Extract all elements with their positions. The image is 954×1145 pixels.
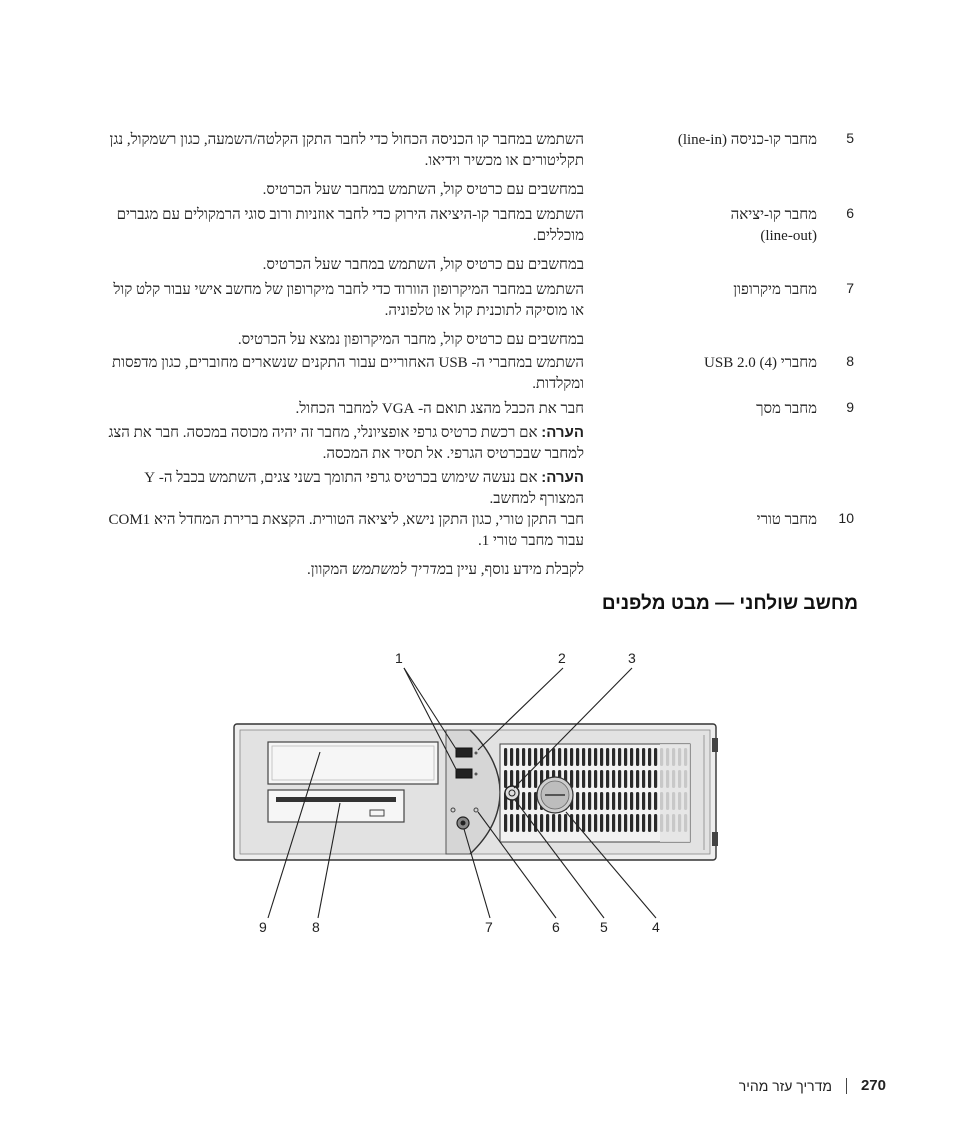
callout-8: 8: [312, 919, 320, 935]
usb-port: [456, 769, 472, 778]
grille-slot: [630, 814, 633, 832]
callout-1: 1: [395, 650, 403, 666]
grille-slot: [648, 770, 651, 788]
description-text: במחשבים עם כרטיס קול, מחבר המיקרופון נמצא על הכרטיס.: [237, 332, 584, 348]
grille-slot: [630, 748, 633, 766]
grille-slot: [570, 748, 573, 766]
row-number: 7: [846, 280, 854, 296]
grille-slot: [534, 748, 537, 766]
more-info: [99, 560, 584, 581]
grille-slot: [540, 748, 543, 766]
grille-slot: [588, 748, 591, 766]
description-text: חבר את הכבל מהצג תואם ה- VGA למחבר הכחול.: [295, 401, 584, 417]
floppy-drive: [268, 790, 404, 822]
connector-description: [99, 205, 584, 284]
grille-slot: [510, 748, 513, 766]
grille-slot: [612, 814, 615, 832]
grille-slot: [648, 748, 651, 766]
note-text: אם רכשת כרטיס גרפי אופציונלי, מחבר זה יהיה מכוסה במכסה. חבר את הצג למחבר שבכרטיס הגרפי. אל תסיר את המכסה.: [108, 425, 584, 462]
grille-slot: [516, 814, 519, 832]
section-title: מחשב שולחני — מבט מלפנים: [601, 593, 858, 614]
grille-slot: [636, 792, 639, 810]
grille-slot: [504, 748, 507, 766]
grille-slot: [612, 748, 615, 766]
grille-slot: [654, 814, 657, 832]
grille-slot: [558, 814, 561, 832]
description-text: חבר התקן טורי, כגון התקן נישא, ליציאה הטורית. הקצאת ברירת המחדל היא COM1 עבור מחבר טורי 1.: [108, 512, 584, 549]
grille-slot: [606, 814, 609, 832]
activity-light: [505, 786, 519, 800]
grille-slot: [624, 770, 627, 788]
guide-title: מדריך עזר מהיר: [738, 1077, 832, 1094]
description-text: השתמש במחבר קו-היציאה הירוק כדי לחבר אוזניות ורוב סוגי הרמקולים עם מגברים מוכללים.: [116, 207, 584, 244]
note-label: הערה:: [541, 469, 584, 486]
row-number: 10: [838, 510, 854, 526]
more-info-text: המקוון.: [307, 562, 352, 578]
page-footer: [739, 1077, 886, 1094]
user-guide-title: מדריך למשתמש: [351, 562, 446, 578]
connector-description: [99, 353, 584, 403]
grille-slot: [564, 748, 567, 766]
grille-slot: [582, 770, 585, 788]
callout-5: 5: [600, 919, 608, 935]
note-text: אם נעשה שימוש בכרטיס גרפי התומך בשני צגים, השתמש בכבל ה- Y המצורף למחשב.: [144, 470, 584, 507]
note-label: הערה:: [541, 424, 584, 441]
grille-slot: [648, 792, 651, 810]
page-number: 270: [860, 1077, 886, 1094]
grille-slot: [510, 814, 513, 832]
connector-description: [99, 130, 584, 209]
row-number: 9: [846, 399, 854, 415]
connector-name: [717, 205, 817, 247]
grille-slot: [582, 748, 585, 766]
grille-slot: [540, 814, 543, 832]
callout-9: 9: [259, 919, 267, 935]
usb-port: [456, 748, 472, 757]
description-text: השתמש במחבר המיקרופון הוורוד כדי לחבר מיקרופון של מחשב אישי עבור קלט קול או מוסיקה לתוכנית קול או טלפוניה.: [113, 282, 584, 319]
grille-slot: [606, 792, 609, 810]
grille-slot: [600, 792, 603, 810]
grille-slot: [600, 770, 603, 788]
note: [99, 422, 584, 465]
grille-slot: [600, 748, 603, 766]
note: [99, 467, 584, 510]
grille-slot: [576, 748, 579, 766]
grille-slot: [630, 792, 633, 810]
grille-slot: [576, 814, 579, 832]
description-text: השתמש במחברי ה- USB האחוריים עבור התקנים שנשארים מחוברים, כגון מדפסות ומקלדות.: [111, 355, 584, 392]
grille-slot: [564, 814, 567, 832]
grille-slot: [636, 770, 639, 788]
grille-slot: [576, 792, 579, 810]
grille-slot: [522, 814, 525, 832]
grille-slot: [594, 814, 597, 832]
connector-description: [99, 280, 584, 359]
callout-2: 2: [558, 650, 566, 666]
grille-slot: [654, 748, 657, 766]
grille-slot: [588, 792, 591, 810]
front-vent-grille: [500, 744, 690, 842]
grille-slot: [624, 748, 627, 766]
grille-slot: [606, 770, 609, 788]
optical-drive: [268, 742, 438, 784]
grille-slot: [552, 748, 555, 766]
connector-name-text: מחבר קו-יציאה (line-out): [730, 207, 817, 244]
connector-name: מחבר טורי: [756, 512, 817, 528]
grille-slot: [642, 748, 645, 766]
grille-slot: [612, 770, 615, 788]
grille-slot: [504, 770, 507, 788]
grille-slot: [642, 792, 645, 810]
grille-slot: [594, 770, 597, 788]
callout-4: 4: [652, 919, 660, 935]
grille-slot: [582, 792, 585, 810]
grille-slot: [546, 748, 549, 766]
grille-slot: [582, 814, 585, 832]
row-number: 8: [846, 353, 854, 369]
grille-slot: [576, 770, 579, 788]
grille-slot: [588, 814, 591, 832]
row-number: 5: [846, 130, 854, 146]
callout-6: 6: [552, 919, 560, 935]
connector-name: מחבר מיקרופון: [733, 282, 817, 298]
connector-description: [99, 399, 584, 518]
grille-slot: [618, 792, 621, 810]
grille-slot: [630, 770, 633, 788]
grille-slot: [612, 792, 615, 810]
connector-name: מחבר מסך: [756, 401, 817, 417]
dell-badge: [537, 777, 573, 813]
row-number: 6: [846, 205, 854, 221]
grille-slot: [528, 748, 531, 766]
grille-slot: [534, 770, 537, 788]
grille-slot: [600, 814, 603, 832]
grille-slot: [594, 792, 597, 810]
grille-slot: [552, 814, 555, 832]
grille-slot: [522, 748, 525, 766]
description-text: השתמש במחבר קו הכניסה הכחול כדי לחבר התקן הקלטה/השמעה, כגון רשמקול, נגן תקליטורים או מכשיר וידיאו.: [109, 132, 584, 169]
grille-slot: [624, 792, 627, 810]
grille-slot: [642, 814, 645, 832]
grille-slot: [546, 814, 549, 832]
grille-slot: [618, 770, 621, 788]
description-text: במחשבים עם כרטיס קול, השתמש במחבר שעל הכרטיס.: [262, 257, 584, 273]
footer-divider: [846, 1078, 847, 1094]
connector-name: מחבר קו-כניסה (line-in): [677, 132, 817, 148]
grille-slot: [648, 814, 651, 832]
grille-slot: [636, 748, 639, 766]
callout-7: 7: [485, 919, 493, 935]
grille-slot: [618, 748, 621, 766]
grille-slot: [606, 748, 609, 766]
grille-slot: [588, 770, 591, 788]
grille-slot: [528, 814, 531, 832]
grille-slot: [594, 748, 597, 766]
grille-slot: [636, 814, 639, 832]
grille-slot: [522, 792, 525, 810]
grille-slot: [654, 792, 657, 810]
grille-slot: [528, 792, 531, 810]
grille-slot: [654, 770, 657, 788]
grille-slot: [624, 814, 627, 832]
grille-slot: [618, 814, 621, 832]
grille-slot: [516, 748, 519, 766]
grille-slot: [504, 814, 507, 832]
desktop-front-view-figure: [0, 640, 954, 950]
connector-description: [99, 510, 584, 589]
more-info-text: לקבלת מידע נוסף, עיין ב: [445, 562, 584, 578]
grille-edge: [660, 744, 690, 842]
connector-name: מחברי USB 2.0 (4): [704, 355, 817, 371]
grille-slot: [510, 770, 513, 788]
grille-slot: [642, 770, 645, 788]
description-text: במחשבים עם כרטיס קול, השתמש במחבר שעל הכרטיס.: [262, 182, 584, 198]
callout-3: 3: [628, 650, 636, 666]
grille-slot: [558, 748, 561, 766]
